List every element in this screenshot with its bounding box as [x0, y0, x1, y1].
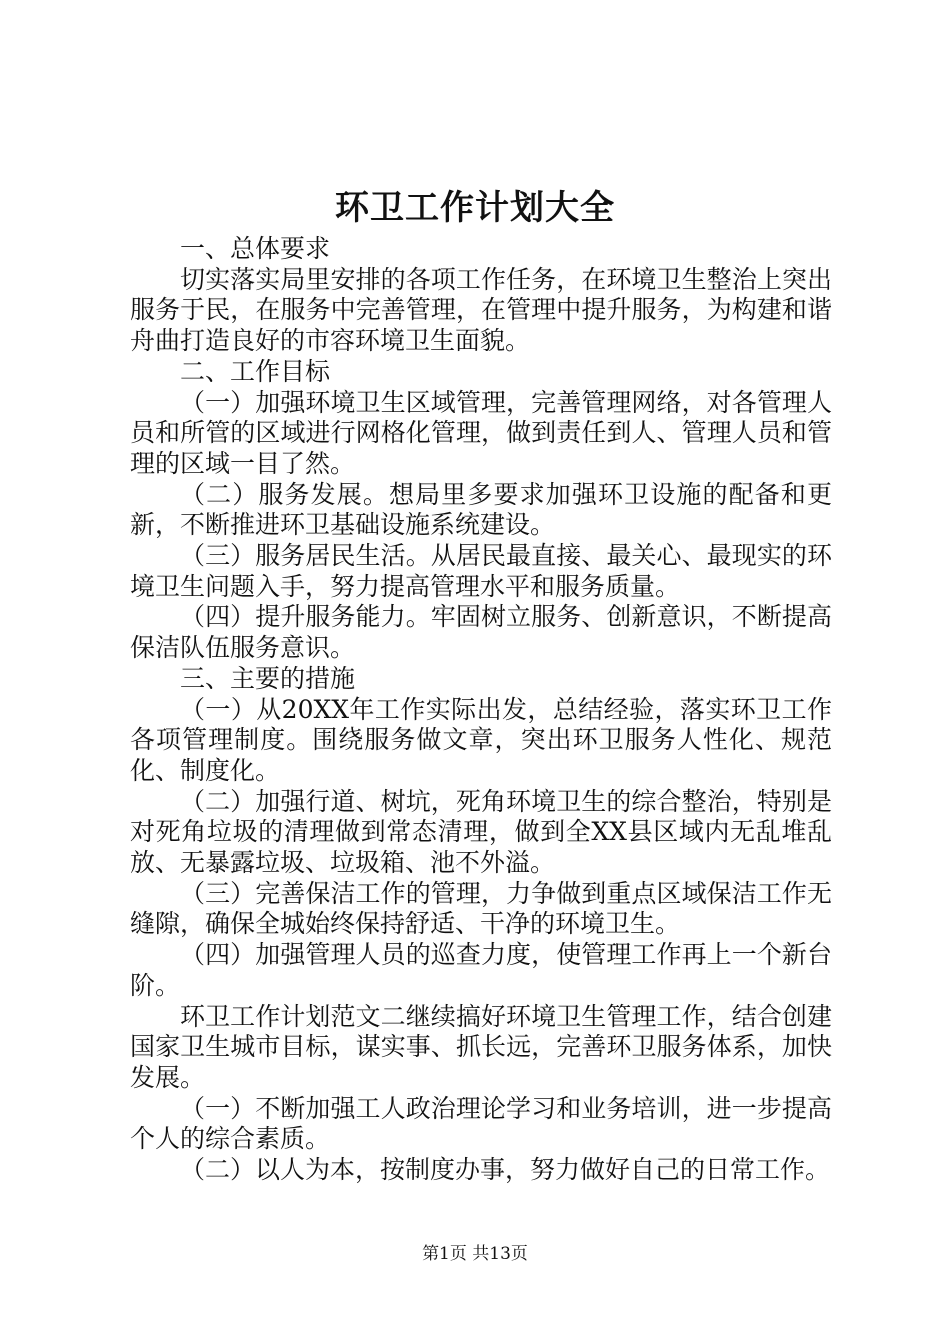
paragraph: （二）服务发展。想局里多要求加强环卫设施的配备和更新，不断推进环卫基础设施系统建设。 [130, 479, 832, 540]
document-body [130, 234, 832, 1186]
paragraph: （二）加强行道、树坑，死角环境卫生的综合整治，特别是对死角垃圾的清理做到常态清理，做到全XX县区域内无乱堆乱放、无暴露垃圾、垃圾箱、池不外溢。 [130, 786, 832, 878]
paragraph: （四）加强管理人员的巡查力度，使管理工作再上一个新台阶。 [130, 940, 832, 1000]
page-number-footer: 第1页 共13页 [422, 1244, 528, 1264]
paragraph: （三）完善保洁工作的管理，力争做到重点区域保洁工作无缝隙，确保全城始终保持舒适、干净的环境卫生。 [130, 878, 832, 939]
paragraph: （一）不断加强工人政治理论学习和业务培训，进一步提高个人的综合素质。 [130, 1093, 832, 1154]
paragraph: （二）以人为本，按制度办事，努力做好自己的日常工作。 [180, 1155, 831, 1185]
paragraph: （一）从20XX年工作实际出发，总结经验，落实环卫工作各项管理制度。围绕服务做文章，突出环卫服务人性化、规范化、制度化。 [130, 694, 832, 785]
paragraph: （三）服务居民生活。从居民最直接、最关心、最现实的环境卫生问题入手，努力提高管理水平和服务质量。 [130, 541, 832, 601]
section-heading-2: 二、工作目标 [180, 356, 331, 386]
paragraph: 环卫工作计划范文二继续搞好环境卫生管理工作，结合创建国家卫生城市目标，谋实事、抓长远，完善环卫服务体系，加快发展。 [130, 1001, 832, 1092]
section-heading-3: 三、主要的措施 [180, 663, 356, 693]
paragraph: 切实落实局里安排的各项工作任务，在环境卫生整治上突出服务于民，在服务中完善管理，在管理中提升服务，为构建和谐舟曲打造良好的市容环境卫生面貌。 [130, 264, 832, 356]
paragraph: （一）加强环境卫生区域管理，完善管理网络，对各管理人员和所管的区域进行网格化管理，做到责任到人、管理人员和管理的区域一目了然。 [130, 387, 832, 478]
section-heading-1: 一、总体要求 [180, 234, 331, 263]
document-title: 环卫工作计划大全 [335, 188, 615, 228]
paragraph: （四）提升服务能力。牢固树立服务、创新意识，不断提高保洁队伍服务意识。 [130, 602, 832, 663]
